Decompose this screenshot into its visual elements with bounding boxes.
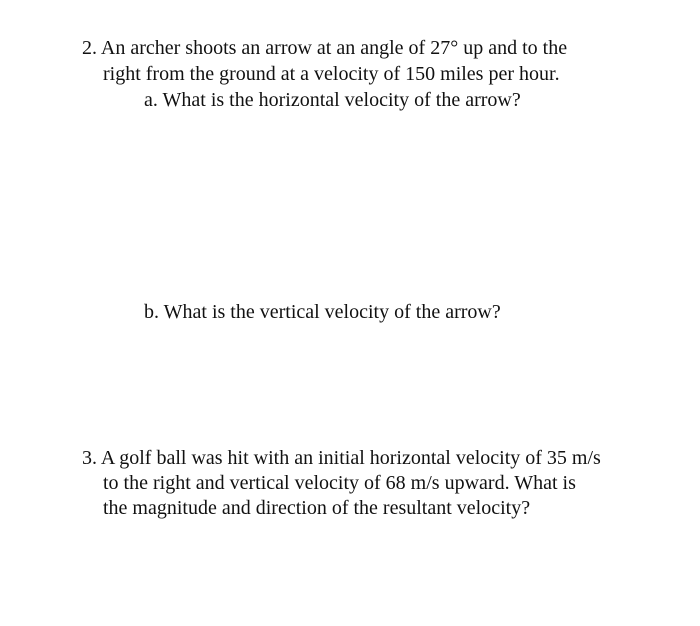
question-2-line-2: right from the ground at a velocity of 150 miles per hour. <box>103 63 560 85</box>
question-3-line-2: to the right and vertical velocity of 68 m/s upward. What is <box>103 472 576 494</box>
question-3-line-3: the magnitude and direction of the resultant velocity? <box>103 497 531 519</box>
question-2-part-b: b. What is the vertical velocity of the arrow? <box>144 301 501 323</box>
question-2-line-1: 2. An archer shoots an arrow at an angle of 27° up and to the <box>82 37 568 59</box>
question-2-part-a: a. What is the horizontal velocity of the arrow? <box>144 89 521 111</box>
question-3-line-1: 3. A golf ball was hit with an initial horizontal velocity of 35 m/s <box>82 447 601 469</box>
